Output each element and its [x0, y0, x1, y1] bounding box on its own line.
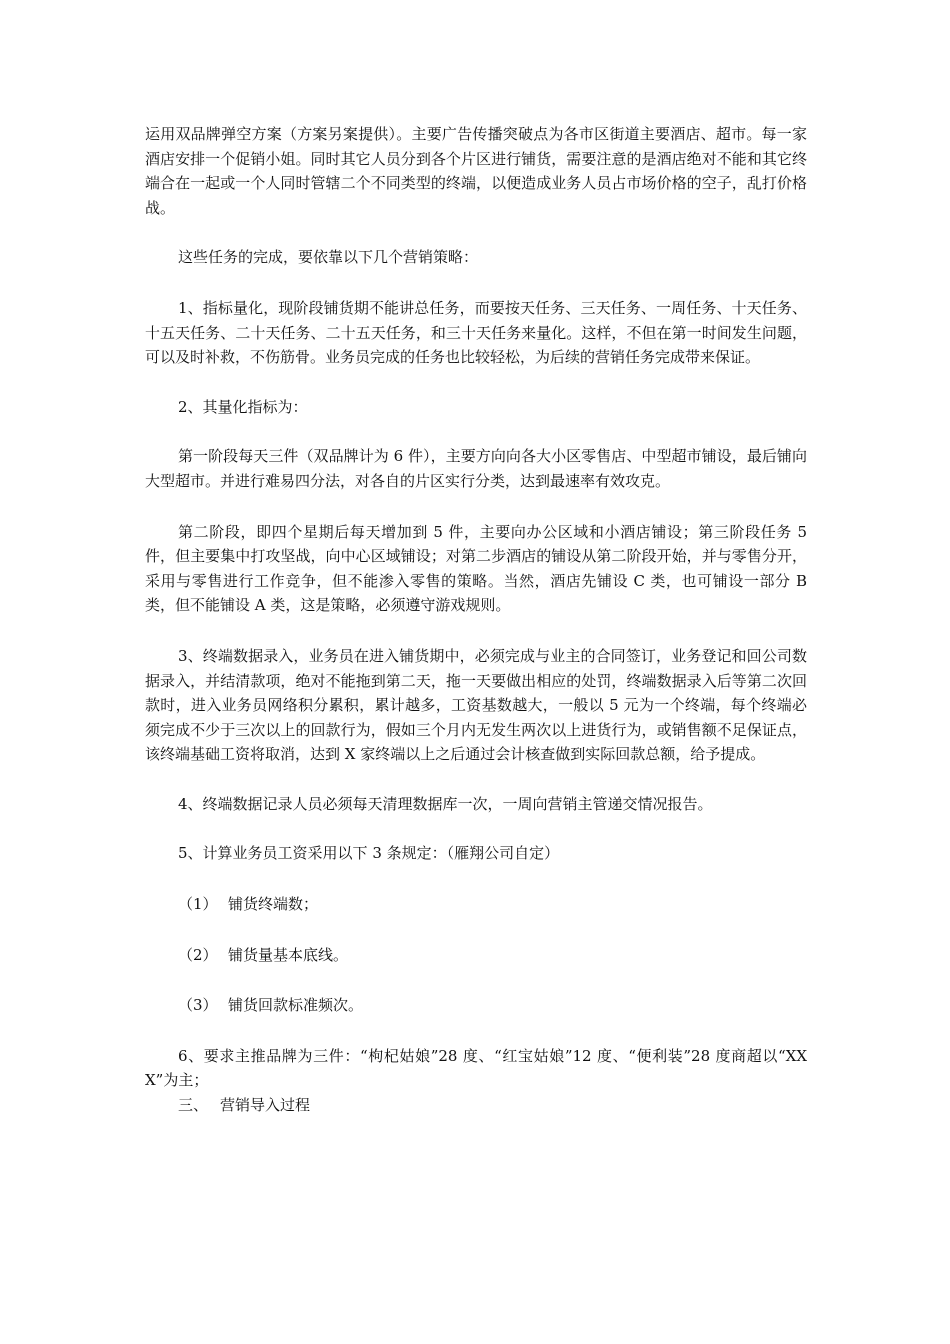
paragraph-strategies-lead: 这些任务的完成，要依靠以下几个营销策略：: [178, 248, 479, 267]
paragraph-stage-2: 第二阶段，即四个星期后每天增加到 5 件，主要向办公区域和小酒店铺设；第三阶段任务 5 件，但主要集中打攻坚战，向中心区域铺设；对第二步酒店的铺设从第二阶段开始，并与零售分开，采用与零售进行工作竞争，但不能渗入零售的策略。当然，酒店先铺设 C 类，也可铺设一部分 B 类，但不能铺设 A 类，这是策略，必须遵守游戏规则。: [145, 522, 807, 615]
paragraph-stage-1: 第一阶段每天三件（双品牌计为 6 件），主要方向向各大小区零售店、中型超市铺设，最后铺向大型超市。并进行难易四分法，对各自的片区实行分类，达到最速率有效攻克。: [145, 447, 807, 490]
paragraph-point-1: 1、指标量化，现阶段铺货期不能讲总任务，而要按天任务、三天任务、一周任务、十天任务、十五天任务、二十天任务、二十五天任务，和三十天任务来量化。这样，不但在第一时间发生问题，可以及时补救，不伤筋骨。业务员完成的任务也比较轻松，为后续的营销任务完成带来保证。: [145, 298, 807, 367]
section-heading-number: 三、: [178, 1096, 209, 1115]
list-item-number: （3）: [178, 996, 218, 1015]
paragraph-point-6: 6、要求主推品牌为三件：“枸杞姑娘”28 度、“红宝姑娘”12 度、“便利装”28 度商超以“XXX”为主；: [145, 1046, 807, 1090]
list-item-text: 铺货量基本底线。: [228, 945, 349, 964]
paragraph-point-5: 5、计算业务员工资采用以下 3 条规定：（雁翔公司自定）: [178, 844, 560, 863]
list-item-text: 铺货回款标准频次。: [228, 996, 364, 1015]
list-item-number: （1）: [178, 895, 218, 914]
list-item: [145, 892, 807, 917]
document-page: [145, 122, 807, 1118]
list-item: [145, 993, 807, 1018]
list-item: [145, 943, 807, 968]
paragraph-point-3: 3、终端数据录入，业务员在进入铺货期中，必须完成与业主的合同签订，业务登记和回公司数据录入，并结清款项，绝对不能拖到第二天，拖一天要做出相应的处罚，终端数据录入后等第二次回款时，进入业务员网络积分累积，累计越多，工资基数越大，一般以 5 元为一个终端，每个终端必须完成不少于三次以上的回款行为，假如三个月内无发生两次以上进货行为，或销售额不足保证点，该终端基础工资将取消，达到 X 家终端以上之后通过会计核查做到实际回款总额，给予提成。: [145, 646, 807, 764]
section-heading: [145, 1093, 807, 1118]
paragraph-intro: 运用双品牌弹空方案（方案另案提供）。主要广告传播突破点为各市区街道主要酒店、超市。每一家酒店安排一个促销小姐。同时其它人员分到各个片区进行铺货，需要注意的是酒店绝对不能和其它终端合在一起或一个人同时管辖二个不同类型的终端，以便造成业务人员占市场价格的空子，乱打价格战。: [145, 125, 807, 217]
list-item-text: 铺货终端数；: [228, 895, 319, 914]
section-heading-text: 营销导入过程: [220, 1096, 311, 1115]
paragraph-point-4: 4、终端数据记录人员必须每天清理数据库一次，一周向营销主管递交情况报告。: [178, 794, 713, 813]
list-item-number: （2）: [178, 945, 218, 964]
paragraph-point-2: 2、其量化指标为：: [178, 397, 308, 416]
